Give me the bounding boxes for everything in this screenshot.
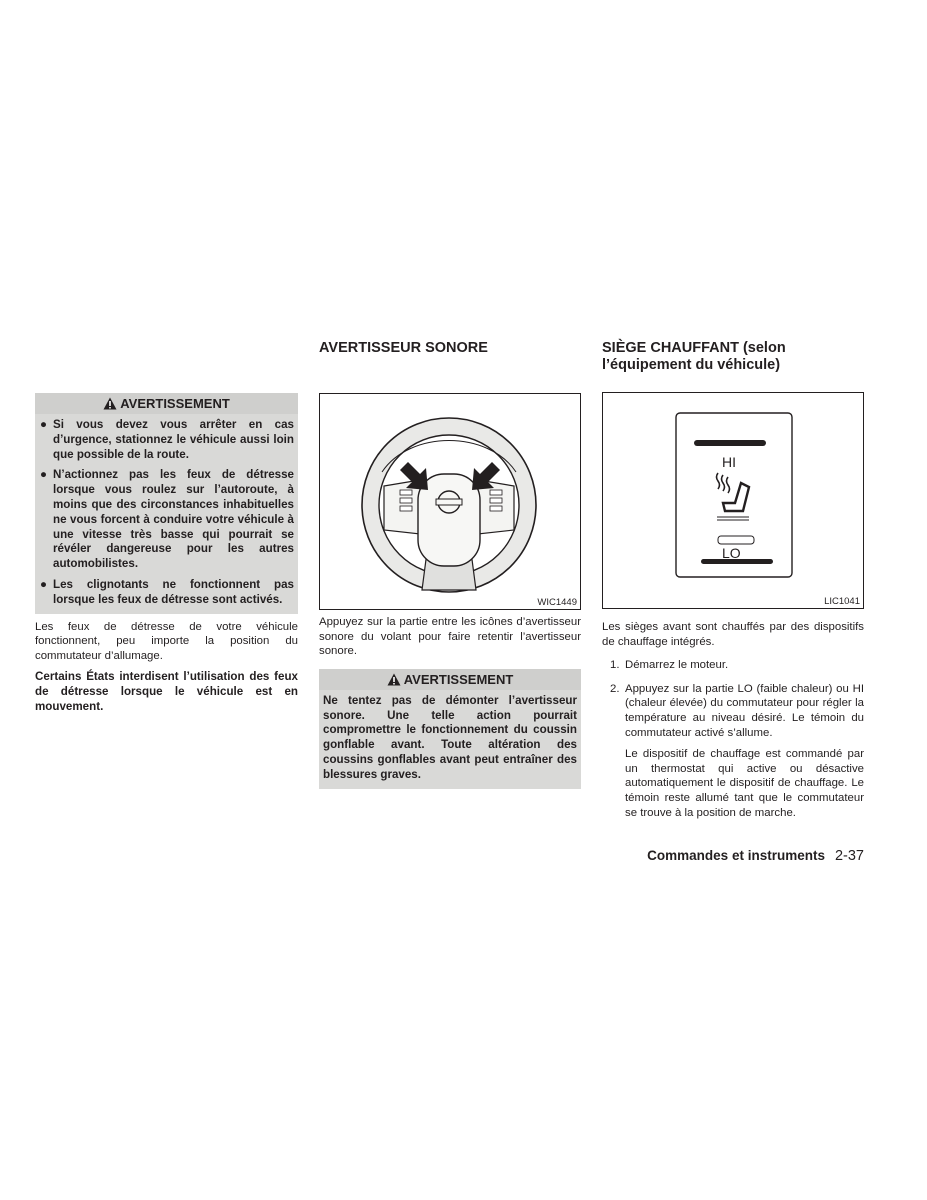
warning-title [35, 393, 298, 414]
heated-seat-heading: SIÈGE CHAUFFANT (selon l’équipement du véhicule) [602, 340, 786, 373]
heated-seat-intro: Les sièges avant sont chauffés par des dispositifs de chauffage intégrés. [602, 621, 864, 648]
horn-heading: AVERTISSEUR SONORE [319, 340, 488, 356]
steering-wheel-figure [319, 393, 581, 610]
bullet-dot-icon: ● [40, 418, 48, 431]
page-number: 2-37 [834, 848, 864, 864]
warning-triangle-icon [387, 673, 401, 686]
warning-bullet-text: Les clignotants ne fonctionnent pas lorsque les feux de détresse sont activés. [53, 577, 294, 606]
footer-section: Commandes et instruments [647, 848, 825, 863]
warning-bullet [39, 468, 294, 572]
warning-title [319, 669, 581, 690]
warning-box [35, 393, 298, 614]
warning-bullet-text: Si vous devez vous arrêter en cas d’urgence, stationnez le véhicule aussi loin que possible de la route. [53, 418, 294, 461]
page-footer [647, 848, 864, 864]
step-item [602, 658, 864, 673]
seat-switch-figure [602, 392, 864, 609]
step-number: 2. [610, 682, 620, 695]
heated-seat-steps [602, 658, 864, 740]
warning-bullet-list [35, 414, 298, 608]
step-text: Appuyez sur la partie LO (faible chaleur) ou HI (chaleur élevée) du commutateur pour régler la température au niveau désiré. Le témoin du commutateur activé s’allume. [625, 682, 864, 739]
horn-warning-box [319, 669, 581, 789]
figure-code: WIC1449 [537, 597, 577, 608]
column-3 [602, 340, 864, 820]
horn-paragraph: Appuyez sur la partie entre les icônes d’avertisseur sonore du volant pour faire retentir l’avertisseur sonore. [319, 616, 581, 658]
hazard-paragraph: Les feux de détresse de votre véhicule fonctionnent, peu importe la position du commutateur d’allumage. [35, 620, 298, 662]
step-number: 1. [610, 659, 620, 672]
column-1 [35, 393, 298, 714]
bullet-dot-icon: ● [40, 468, 48, 482]
warning-bullet-text: N’actionnez pas les feux de détresse lorsque vous roulez sur l’autoroute, à moins que des circonstances inhabituelles ne vous forcent à conduire votre véhicule à une vitesse très basse qui pourrait se révéler dangereuse pour les autres automobilistes. [53, 468, 294, 571]
step-text: Démarrez le moteur. [625, 659, 729, 672]
column-2 [319, 340, 581, 789]
bullet-dot-icon: ● [40, 577, 48, 591]
warning-bullet [39, 418, 294, 462]
hazard-legal-paragraph: Certains États interdisent l’utilisation des feux de détresse lorsque le véhicule est en mouvement. [35, 670, 298, 713]
figure-code: LIC1041 [824, 596, 860, 607]
steering-wheel-illustration [320, 394, 580, 594]
step-item [602, 682, 864, 740]
warning-bullet [39, 578, 294, 608]
warning-triangle-icon [103, 397, 117, 410]
switch-lo-label: LO [722, 545, 741, 561]
warning-title-text: AVERTISSEMENT [403, 671, 514, 687]
thermostat-paragraph: Le dispositif de chauffage est commandé par un thermostat qui active ou désactive automatiquement le dispositif de chauffage. Le témoin reste allumé tant que le commutateur se trouve à la position de marche. [625, 748, 864, 819]
horn-warning-text: Ne tentez pas de démonter l’avertisseur sonore. Une telle action pourrait compromettre le fonctionnement du coussin gonflable avant. Toute altération des coussins gonflables avant peut entraîner des blessures graves. [323, 693, 577, 781]
seat-switch-illustration [603, 393, 863, 593]
warning-title-text: AVERTISSEMENT [120, 396, 230, 411]
switch-hi-label: HI [722, 454, 736, 470]
